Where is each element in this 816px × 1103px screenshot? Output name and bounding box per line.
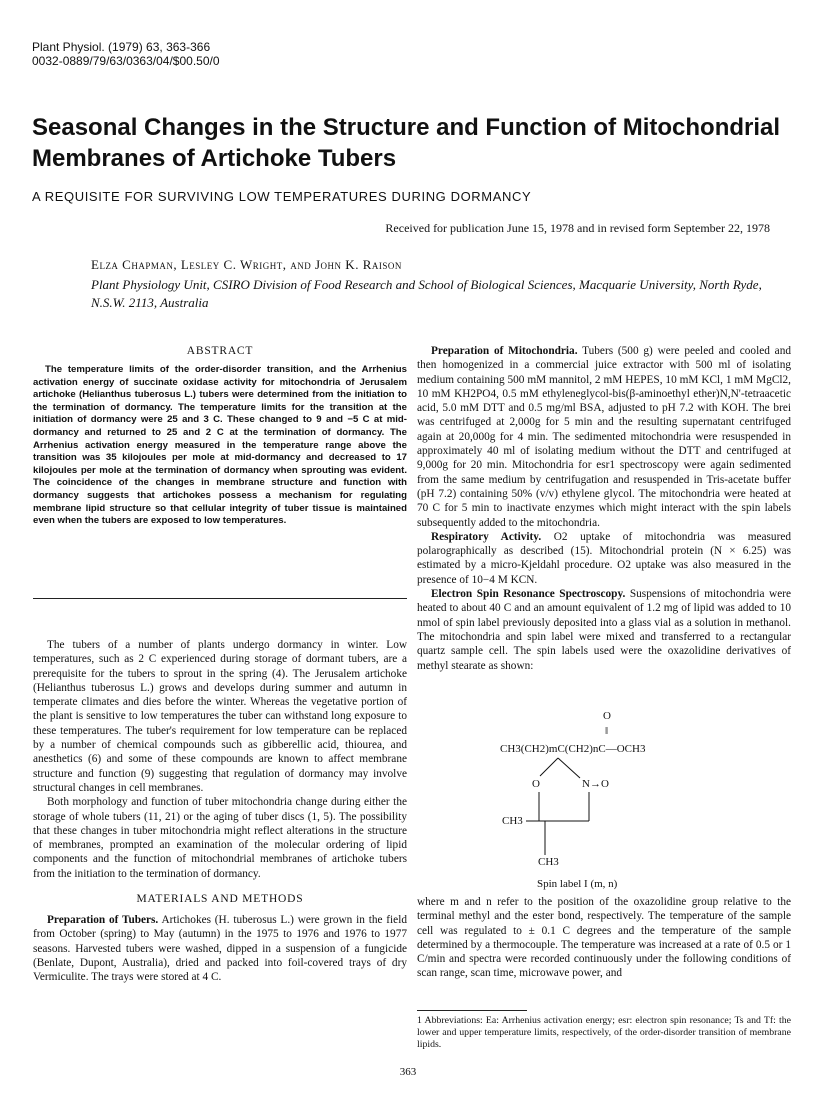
esr-heading: Electron Spin Resonance Spectroscopy.: [431, 588, 626, 601]
chain-formula: CH3(CH2)mC(CH2)nC—OCH3: [500, 743, 646, 755]
resp-text: O2 uptake of mitochondria was measured polarographically as described (15). Mitochondrial protein (N × 6.25) was estimated by a micro-Kjeldahl procedure. O2 uptake was also measured in the presence of 10−4 M KCN.: [417, 530, 792, 586]
mito-paragraph: [417, 344, 791, 530]
author-list: Elza Chapman, Lesley C. Wright, and John K. Raison: [91, 257, 402, 272]
spin-label-structure: [500, 710, 740, 870]
journal-line-2: 0032-0889/79/63/0363/04/$00.50/0: [32, 54, 220, 68]
right-column: [417, 344, 791, 673]
mito-heading: Preparation of Mitochondria.: [431, 345, 578, 357]
oxazolidine-ring-bonds: [500, 710, 740, 870]
tubers-heading: Preparation of Tubers.: [47, 914, 159, 927]
resp-heading: Respiratory Activity.: [431, 530, 542, 543]
abstract-text: The temperature limits of the order-disorder transition, and the Arrhenius activation energy of succinate oxidase activity for mitochondria of Jerusalem artichoke (Helianthus tuberosus L.) tubers were determined from the initiation to the termination of dormancy. The temperature limits for the transition at the initiation of dormancy were 25 and 3 C. These changed to 9 and −5 C at mid-dormancy and returned to 25 and 2 C at the termination of dormancy. The Arrhenius activation energy measured in the temperature range above the transition was 35 kilojoules per mole at mid-dormancy and decreased to 17 kilojoules per mole at the termination of dormancy when sprouting was evident. The coincidence of the changes in membrane structure and function with dormancy suggests that artichokes possess a mechanism for regulating membrane lipid structure so that cellular integrity of tuber tissue is maintained even when the tubers are exposed to low temperatures.: [33, 364, 407, 527]
tubers-paragraph: [33, 913, 407, 984]
abstract-divider: [33, 598, 407, 599]
intro-paragraph-1: The tubers of a number of plants undergo dormancy in winter. Low temperatures, such as 2 C experienced during storage of dormant tubers, are a prerequisite for the tubers to sprout in the spring (4). The Jerusalem artichoke (Helianthus tuberosus L.) grows and develops during summer and autumn in temperate climates and dies before the winter. Whereas the vegetative portion of the plant is sensitive to low temperatures the tuber can withstand long exposure to these temperatures. The tuber's requirement for low temperature can be replaced by a number of chemical compounds such as gibberellic acid, thiourea, and anesthetics (6) and some of these compounds are known to affect membrane structure and function (9) suggesting that regulation of dormancy may involve structural changes in cell membranes.: [33, 639, 407, 794]
article-subtitle: A REQUISITE FOR SURVIVING LOW TEMPERATURES DURING DORMANCY: [32, 189, 532, 204]
journal-line-1: Plant Physiol. (1979) 63, 363-366: [32, 40, 211, 54]
mito-text: Tubers (500 g) were peeled and cooled and then homogenized in a commercial juice extractor with 500 ml of isolating medium containing 500 mM mannitol, 2 mM HEPES, 10 mM KCl, 1 mM MgCl2, 10 mM KH2PO4, 0.5 mM ethyleneglycol-bis(β-aminoethyl ether)N,N'-tetraacetic acid, 5.0 mM DTT and 0.5 mg/ml BSA, adjusted to pH 7.2 with KOH. The brei was centrifuged at 2,000g for 5 min and the resulting supernatant centrifuged again at 20,000g for 4 min. The sedimented mitochondria were resuspended in approximately 40 ml of isolating medium without the DTT and centrifuged at 9,000g for 20 min. Mitochondria for esr1 spectroscopy were again sedimented from the same medium by centrifugation and resuspended in Tris-acetate buffer (pH 7.2) containing 50% (v/v) ethylene glycol. The mitochondria were heated at 70 C for 5 min to inactivate enzymes which might interact with the spin labels subsequently added to the mitochondria.: [417, 345, 791, 529]
intro-paragraph-2: Both morphology and function of tuber mitochondria change during either the storage of whole tubers (11, 21) or the aging of tuber discs (1, 5). The possibility that these changes in tuber mitochondria might reflect alterations in the structure of membranes, prompted an examination of the molecular ordering of lipid components and the function of mitochondrial membranes of artichoke tubers from the initiation to the termination of dormancy.: [33, 796, 407, 880]
methyl-bottom: CH3: [538, 856, 559, 868]
abstract-heading: ABSTRACT: [186, 345, 254, 357]
tubers-text: Artichokes (H. tuberosus L.) were grown in the field from October (spring) to May (autumn) in the 1975 to 1976 and 1976 to 1977 seasons. Harvested tubers were washed, dipped in a suspension of a fungicide (Benlate, Dupont, Australia), dried and packed into foil-covered trays of dry Vermiculite. The trays were stored at 4 C.: [33, 914, 407, 984]
footnote: 1 Abbreviations: Ea: Arrhenius activation energy; esr: electron spin resonance; Ts and Tf: the lower and upper temperature limits, respectively, of the order-disorder transition of membrane lipids.: [417, 1015, 791, 1050]
methods-heading: MATERIALS AND METHODS: [136, 893, 304, 906]
left-column: [33, 638, 407, 985]
ring-oxygen: O: [532, 778, 540, 790]
journal-citation: [32, 40, 220, 68]
n-oxide: N→O: [582, 778, 609, 790]
resp-paragraph: [417, 530, 791, 587]
carbonyl-oxygen: O: [603, 710, 611, 722]
double-bond: ‖: [605, 725, 609, 737]
methyl-left: CH3: [502, 815, 523, 827]
right-column-continued: [417, 895, 791, 981]
esr-paragraph: [417, 587, 791, 673]
footnote-divider: [417, 1010, 527, 1011]
esr-text: Suspensions of mitochondria were heated to about 40 C and an amount equivalent of 1.2 mg of lipid was added to 10 nmol of spin label previously deposited into a glass vial as a solution in methanol. The mitochondria and spin label were mixed and transferred to a rectangular quartz sample cell. The spin labels used were the oxazolidine derivatives of methyl stearate as shown:: [417, 588, 791, 672]
page-number: 363: [399, 1066, 417, 1078]
article-title: Seasonal Changes in the Structure and Function of Mitochondrial Membranes of Artichoke Tubers: [32, 114, 781, 172]
affiliation: Plant Physiology Unit, CSIRO Division of Food Research and School of Biological Sciences, Macquarie University, North Ryde, N.S.W. 2113, Australia: [91, 277, 762, 310]
received-date: Received for publication June 15, 1978 and in revised form September 22, 1978: [385, 221, 770, 235]
after-structure-paragraph: where m and n refer to the position of the oxazolidine group relative to the terminal methyl and the ester bond, respectively. The temperature of the sample cell was regulated to ± 0.1 C degrees and the temperature of the sample determined by a thermocouple. The temperature was increased at a rate of 0.5 or 1 C/min and spectra were recorded continuously under the following conditions of scan range, scan time, microwave power, and: [417, 896, 791, 980]
structure-caption: Spin label I (m, n): [537, 878, 618, 890]
